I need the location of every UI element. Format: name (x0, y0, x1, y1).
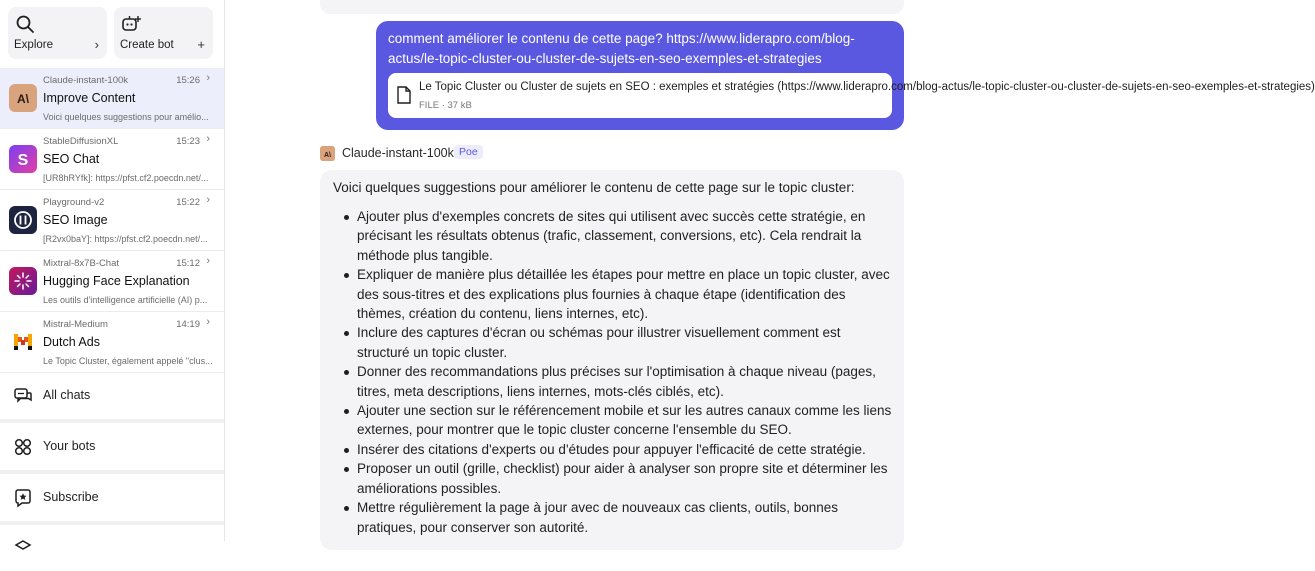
claude-avatar-icon (320, 146, 335, 161)
chat-item-seo-image[interactable] (0, 190, 224, 251)
chat-time: 15:23 (176, 136, 200, 147)
chat-bubbles-icon (13, 386, 33, 406)
list-item: Ajouter une section sur le référencement mobile et sur les autres canaux comme les liens externes, pour montrer que le topic cluster concerne l'ensemble du SEO. (333, 401, 893, 440)
create-bot-label: Create bot (120, 39, 174, 51)
explore-button[interactable] (8, 7, 107, 59)
chat-preview: Voici quelques suggestions pour amélio... (43, 112, 209, 122)
sidebar (0, 0, 225, 541)
chat-title: SEO Image (43, 213, 108, 227)
create-bot-button[interactable] (114, 7, 213, 59)
chat-time: 15:26 (176, 75, 200, 86)
chat-time: 15:22 (176, 197, 200, 208)
file-name: Le Topic Cluster ou Cluster de sujets en SEO : exemples et stratégies (https://www.liderapro.com/blog-actus/le-topic-cluster-ou-cluster-de-sujets-en-seo-exemples-et-strategies) (419, 81, 1315, 93)
list-item: Expliquer de manière plus détaillée les étapes pour mettre en place un topic cluster, avec des sous-titres et des explications plus fournies à chaque étape (identification des thèmes, création du contenu, liens internes, etc). (333, 265, 893, 323)
stable-diffusion-avatar-icon (9, 145, 37, 173)
bot-message-bubble (320, 170, 904, 550)
subscribe-star-icon (13, 488, 33, 508)
list-item: Mettre régulièrement la page à jour avec de nouveaux cas clients, outils, bonnes pratiques, pour conserver son autorité. (333, 498, 893, 537)
nav-all-chats[interactable] (0, 374, 224, 418)
user-message-bubble (376, 21, 1315, 130)
nav-next-item[interactable] (0, 527, 224, 571)
previous-message-bubble (320, 0, 904, 14)
plus-icon: + (197, 37, 205, 52)
svg-text:A\: A\ (17, 92, 29, 106)
chat-preview: [R2vx0baY]: https://pfst.cf2.poecdn.net/... (43, 234, 208, 244)
nav-divider (0, 521, 224, 525)
nav-divider (0, 419, 224, 423)
poe-badge[interactable]: Poe (454, 145, 483, 159)
chat-list (0, 68, 224, 373)
chat-item-seo-chat[interactable] (0, 129, 224, 190)
mistral-avatar-icon (9, 328, 37, 356)
list-item: Insérer des citations d'experts ou d'études pour appuyer l'efficacité de cette stratégie. (333, 440, 893, 459)
sidebar-top-buttons (8, 7, 213, 59)
list-item: Donner des recommandations plus précises sur l'optimisation à chaque niveau (pages, titres, meta descriptions, liens internes, mots-clés ciblés, etc). (333, 362, 893, 401)
playground-avatar-icon (9, 206, 37, 234)
user-message-text: comment améliorer le contenu de cette page? https://www.liderapro.com/blog-actus/le-topic-cluster-ou-cluster-de-sujets-en-seo-exemples-et-strategies (388, 31, 855, 66)
nav-divider (0, 470, 224, 474)
nav-subscribe[interactable] (0, 476, 224, 520)
chat-preview: [UR8hRYfk]: https://pfst.cf2.poecdn.net/... (43, 173, 209, 183)
chat-bot-name: Playground-v2 (43, 197, 105, 208)
chat-title: Dutch Ads (43, 335, 100, 349)
bot-name[interactable]: Claude-instant-100k (342, 146, 454, 160)
svg-text:A\: A\ (324, 152, 331, 159)
chat-preview: Le Topic Cluster, également appelé "clus... (43, 356, 213, 366)
chevron-right-icon: › (206, 194, 210, 206)
document-icon (396, 86, 412, 104)
search-icon (14, 13, 36, 35)
svg-text:S: S (17, 152, 29, 169)
chevron-right-icon: › (206, 316, 210, 328)
chevron-right-icon: › (206, 255, 210, 267)
mixtral-avatar-icon (9, 267, 37, 295)
nav-subscribe-label: Subscribe (43, 490, 99, 504)
chat-title: SEO Chat (43, 152, 100, 166)
explore-label: Explore (14, 39, 53, 51)
chat-preview: Les outils d'intelligence artificielle (AI) p... (43, 295, 208, 305)
chat-time: 15:12 (176, 258, 200, 269)
chevron-right-icon: › (206, 72, 210, 84)
file-meta: FILE · 37 kB (419, 100, 472, 111)
chat-item-dutch-ads[interactable] (0, 312, 224, 373)
bots-grid-icon (13, 437, 33, 457)
chat-title: Improve Content (43, 91, 136, 105)
chat-title: Hugging Face Explanation (43, 274, 190, 288)
list-item: Ajouter plus d'exemples concrets de sites qui utilisent avec succès cette stratégie, en précisant les résultats obtenus (trafic, classement, conversions, etc). Cela rendrait la méthode plus tangible. (333, 207, 893, 265)
bot-suggestion-list (333, 207, 893, 537)
chat-bot-name: Mixtral-8x7B-Chat (43, 258, 120, 269)
nav-your-bots[interactable] (0, 425, 224, 469)
chat-bot-name: Claude-instant-100k (43, 75, 129, 86)
chat-bot-name: StableDiffusionXL (43, 136, 119, 147)
chat-bot-name: Mistral-Medium (43, 319, 108, 330)
bot-message-intro: Voici quelques suggestions pour améliorer le contenu de cette page sur le topic cluster: (333, 180, 855, 195)
chevron-right-icon: › (206, 133, 210, 145)
conversation-panel (225, 0, 1315, 541)
chevron-right-icon: › (94, 37, 99, 52)
chat-item-improve-content[interactable] (0, 68, 224, 129)
file-attachment[interactable] (388, 73, 1315, 118)
chat-item-hugging-face-explanation[interactable] (0, 251, 224, 312)
nav-all-chats-label: All chats (43, 388, 91, 402)
nav-your-bots-label: Your bots (43, 439, 96, 453)
claude-avatar-icon (9, 84, 37, 112)
chat-time: 14:19 (176, 319, 200, 330)
list-item: Proposer un outil (grille, checklist) pour aider à analyser son propre site et déterminer les améliorations possibles. (333, 459, 893, 498)
list-item: Inclure des captures d'écran ou schémas pour illustrer visuellement comment est structuré un topic cluster. (333, 323, 893, 362)
cube-icon (13, 539, 33, 559)
create-bot-icon (120, 13, 142, 35)
